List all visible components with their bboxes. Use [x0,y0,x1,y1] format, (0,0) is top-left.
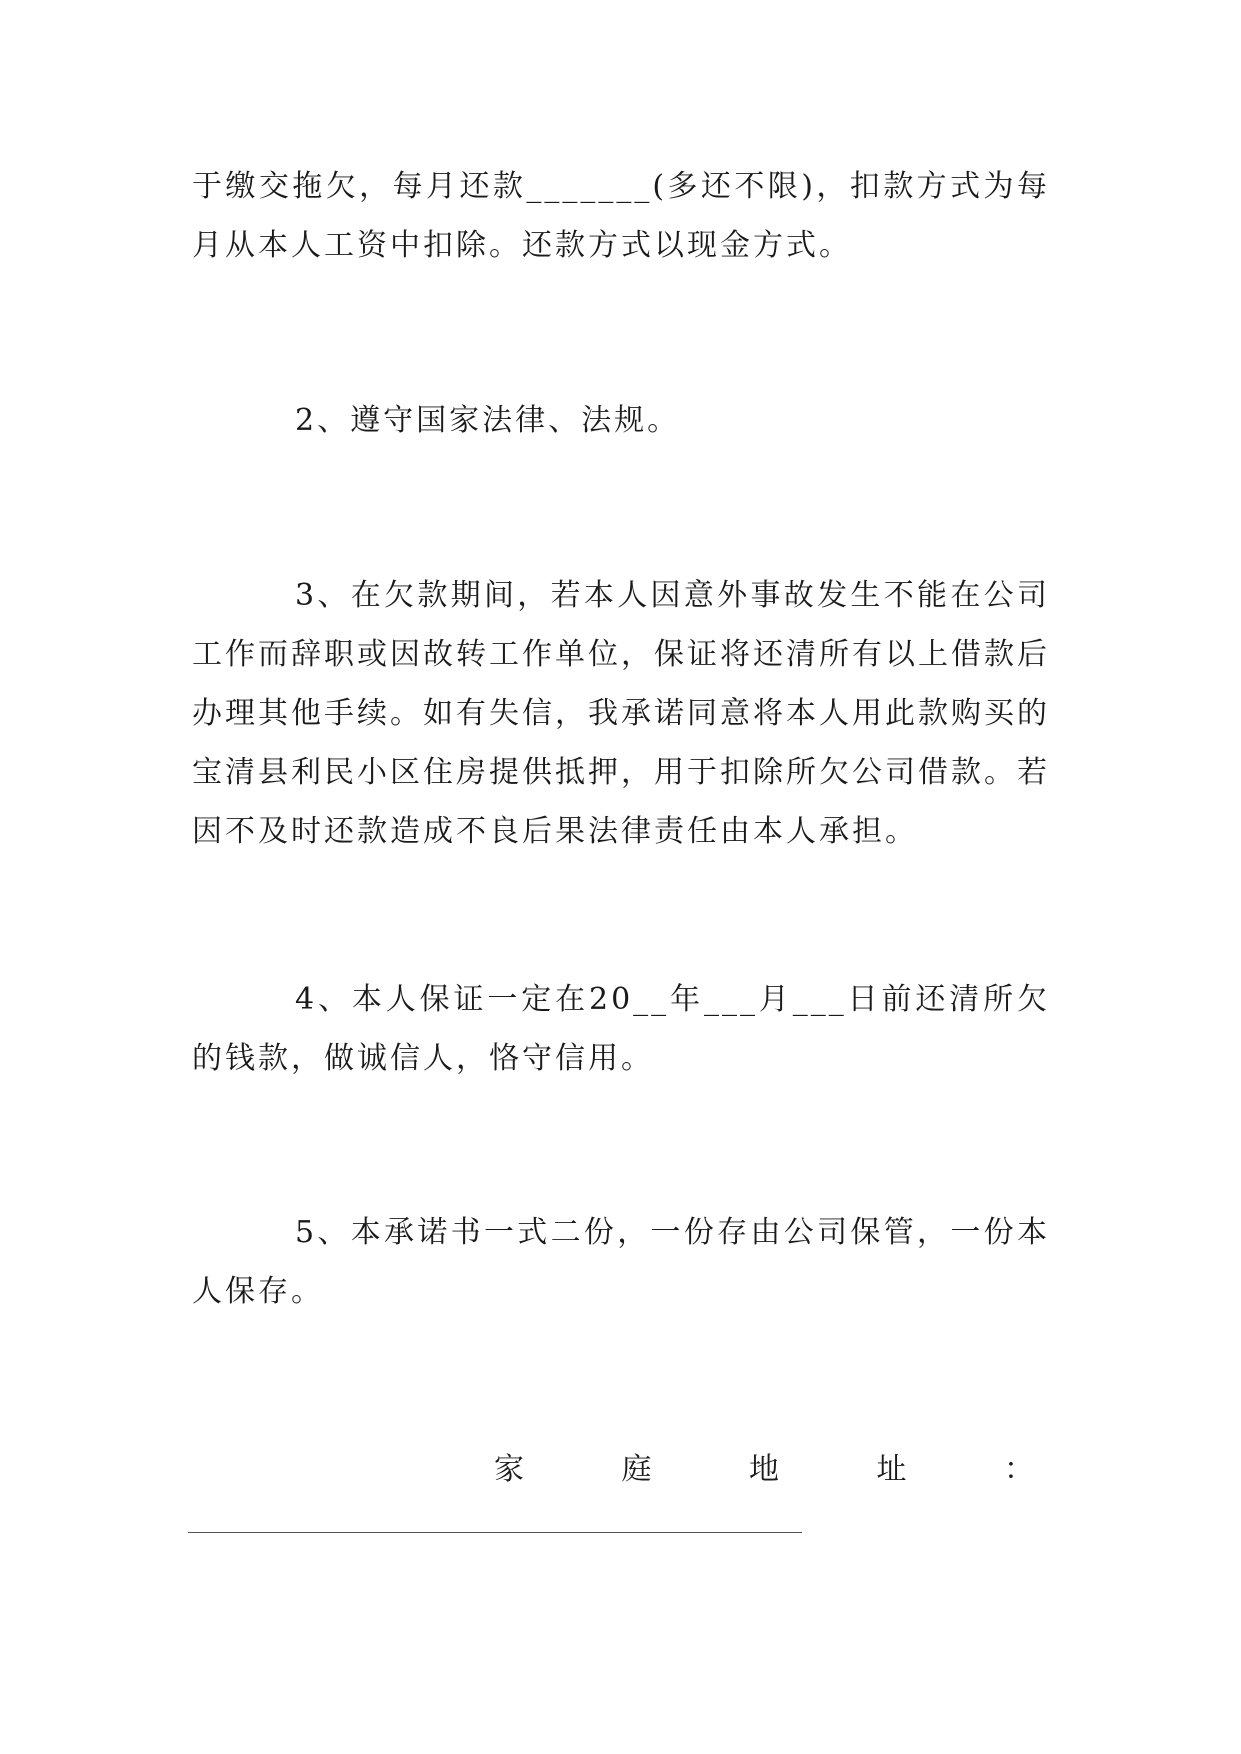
paragraph-3: 3、在欠款期间，若本人因意外事故发生不能在公司工作而辞职或因故转工作单位，保证将还清所有以上借款后办理其他手续。如有失信，我承诺同意将本人用此款购买的宝清县利民小区住房提供抵押，用于扣除所欠公司借款。若因不及时还款造成不良后果法律责任由本人承担。 [192,578,1050,849]
paragraph-1: 于缴交拖欠，每月还款_______(多还不限)，扣款方式为每月从本人工资中扣除。还款方式以现金方式。 [192,169,1050,263]
address-blank-line [188,1532,802,1533]
address-char: 址 [876,1452,907,1487]
paragraph-4: 4、本人保证一定在20__年___月___日前还清所欠的钱款，做诚信人，恪守信用。 [192,982,1050,1076]
address-char: 地 [749,1452,779,1487]
address-char: 家 [494,1452,524,1487]
address-colon: ： [1004,1452,1034,1487]
address-char: 庭 [621,1452,652,1487]
home-address-label [494,1440,1034,1499]
paragraph-5: 5、本承诺书一式二份，一份存由公司保管，一份本人保存。 [192,1215,1050,1309]
paragraph-2: 2、遵守国家法律、法规。 [295,403,681,438]
